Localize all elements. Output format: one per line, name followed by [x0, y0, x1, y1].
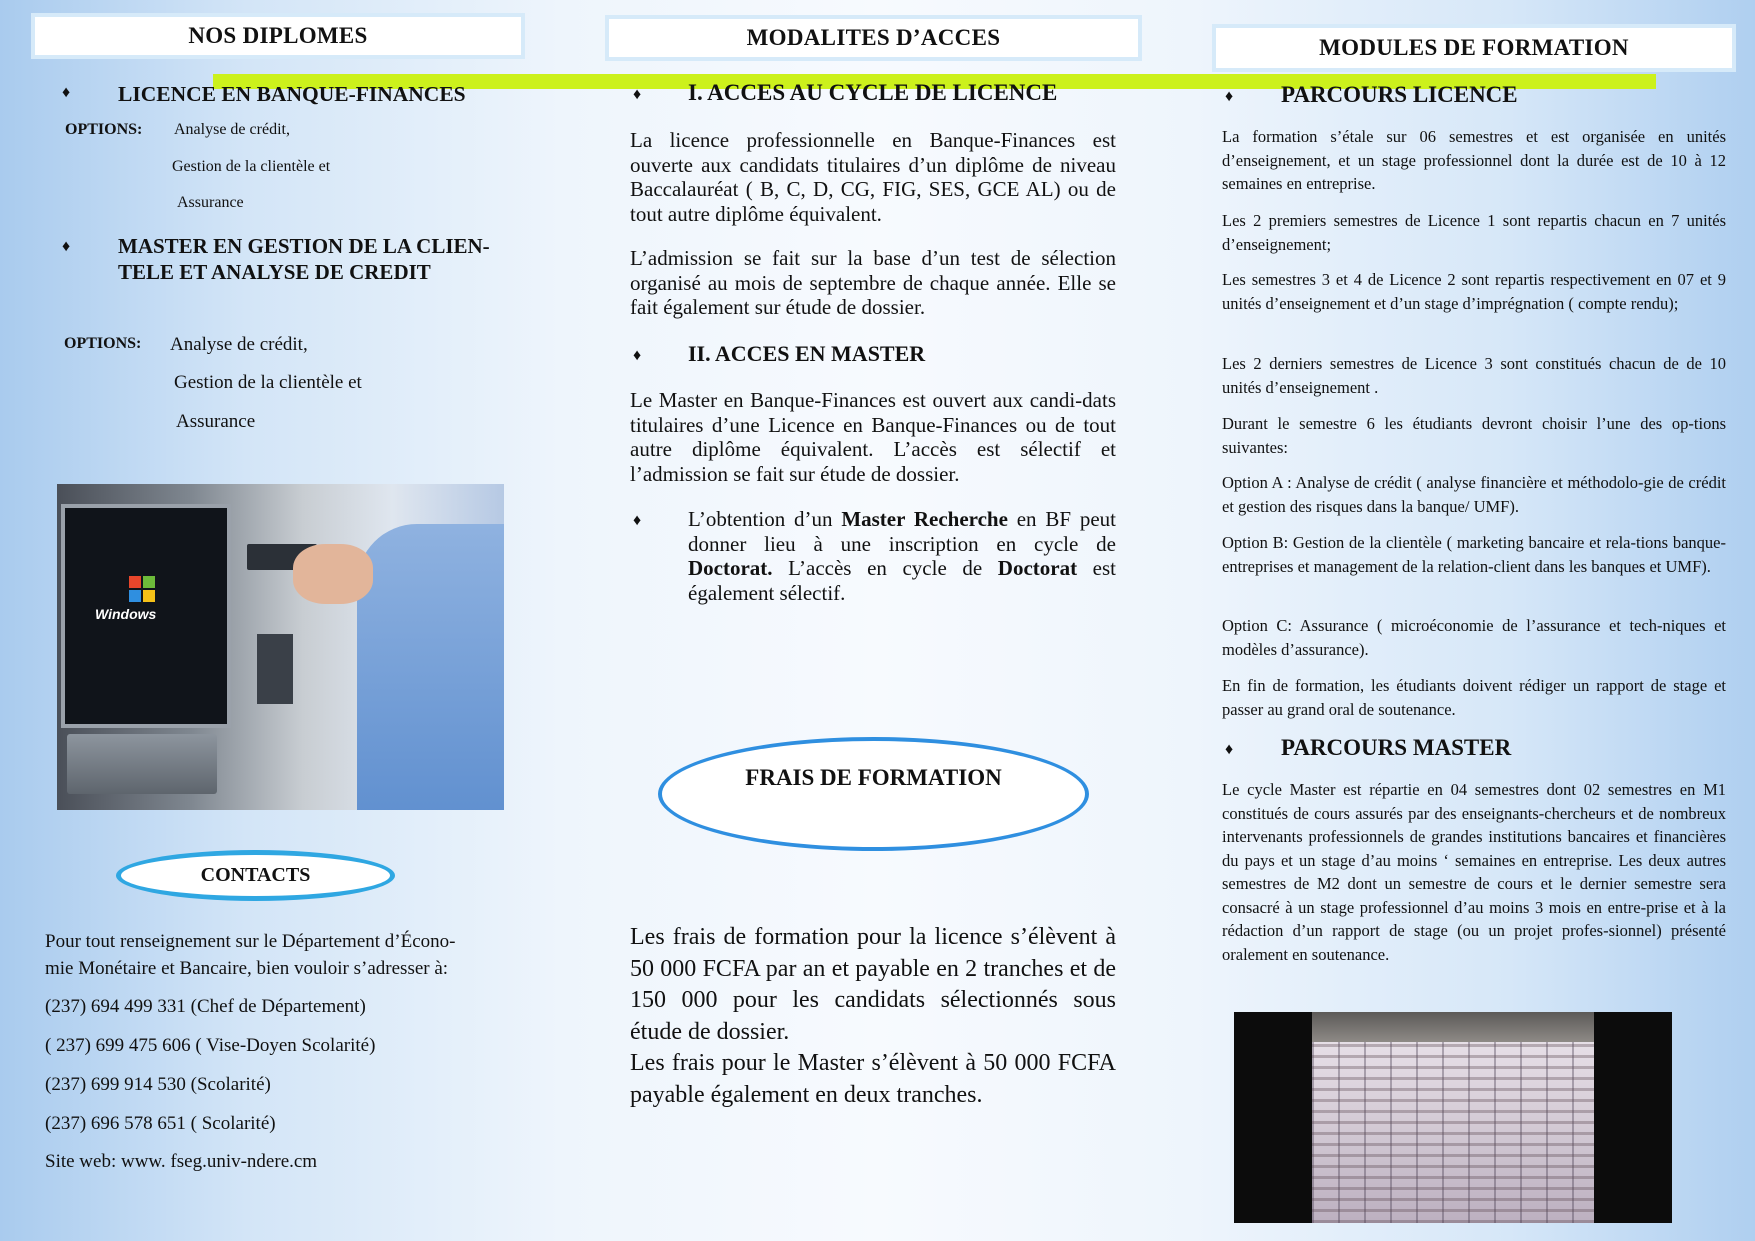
diamond-bullet-icon: ♦ [633, 86, 642, 103]
licence-para-2: Les 2 premiers semestres de Licence 1 sont repartis chacun en 7 unités d’enseignement; [1222, 211, 1726, 254]
parcours-master-title: PARCOURS MASTER [1281, 735, 1512, 760]
atm-slot-2 [257, 634, 293, 704]
diamond-bullet-icon: ♦ [62, 238, 71, 255]
licence-para-6: Option A : Analyse de crédit ( analyse financière et méthodolo-gie de crédit et gestion des risques dans la banque/ UMF). [1222, 473, 1726, 516]
phone-4[interactable]: (237) 696 578 651 ( Scolarité) [45, 1113, 276, 1134]
master-title-line-1: MASTER EN GESTION DE LA CLIEN- [118, 234, 490, 258]
master-option-3: Assurance [176, 411, 256, 432]
diamond-bullet-icon: ♦ [1225, 741, 1234, 758]
diamond-bullet-icon: ♦ [633, 347, 642, 364]
licence-para-7: Option B: Gestion de la clientèle ( marketing bancaire et rela-tions banque-entreprises et management de la relation-client dans les banques et UMF). [1222, 533, 1726, 576]
website-link[interactable]: Site web: www. fseg.univ-ndere.cm [45, 1151, 318, 1172]
contacts-ellipse: CONTACTS [116, 850, 395, 901]
atm-photo [57, 484, 504, 810]
header-modalites-acces: MODALITES D’ACCES [605, 15, 1142, 61]
licence-options-label: OPTIONS: [65, 121, 143, 138]
master-option-1: Analyse de crédit, [170, 334, 308, 355]
access-licence-title: I. ACCES AU CYCLE DE LICENCE [688, 80, 1058, 105]
contacts-intro-line-1: Pour tout renseignement sur le Département d’Écono- [45, 931, 456, 952]
money-stack-photo [1234, 1012, 1672, 1223]
access-master-paragraph: Le Master en Banque-Finances est ouvert aux candi-dats titulaires d’une Licence en Banque-Finances ou de tout autre diplôme équivalent. L’accès est sélectif et l’admission se fait sur étude de dossier. [630, 388, 1116, 486]
master-title-line-2: TELE ET ANALYSE DE CREDIT [118, 260, 431, 284]
licence-para-5: Durant le semestre 6 les étudiants devront choisir l’une des op-tions suivantes: [1222, 414, 1726, 457]
phone-1[interactable]: (237) 694 499 331 (Chef de Département) [45, 996, 366, 1017]
licence-option-3: Assurance [177, 194, 244, 211]
phone-2[interactable]: ( 237) 699 475 606 ( Vise-Doyen Scolarité) [45, 1035, 376, 1056]
windows-logo-icon [127, 574, 157, 604]
licence-para-9: En fin de formation, les étudiants doivent rédiger un rapport de stage et passer au grand oral de soutenance. [1222, 676, 1726, 719]
access-licence-paragraph-1: La licence professionnelle en Banque-Finances est ouverte aux candidats titulaires d’un diplôme de niveau Baccalauréat ( B, C, D, CG, FIG, SES, GCE AL) ou de tout autre diplôme équivalent. [630, 128, 1116, 226]
master-option-2: Gestion de la clientèle et [174, 372, 362, 393]
diamond-bullet-icon: ♦ [62, 84, 71, 101]
licence-para-4: Les 2 derniers semestres de Licence 3 sont constitués chacun de de 10 unités d’enseignement . [1222, 354, 1726, 397]
licence-para-1: La formation s’étale sur 06 semestres et est organisée en unités d’enseignement, et un stage professionnel dont la durée est de 10 à 12 semaines en entreprise. [1222, 127, 1726, 193]
atm-screen-text: Windows [95, 606, 157, 622]
licence-title: LICENCE EN BANQUE-FINANCES [118, 82, 466, 106]
frais-paragraph-2: Les frais pour le Master s’élèvent à 50 000 FCFA payable également en deux tranches. [630, 1050, 1116, 1108]
parcours-licence-title: PARCOURS LICENCE [1281, 82, 1518, 107]
money-stack [1312, 1030, 1594, 1223]
frais-paragraph-1: Les frais de formation pour la licence s’élèvent à 50 000 FCFA par an et payable en 2 tranches et de 150 000 pour les candidats sélectionnés sous étude de dossier. [630, 924, 1116, 1045]
access-licence-paragraph-2: L’admission se fait sur la base d’un test de sélection organisé au mois de septembre de chaque année. Elle se fait également sur étude de dossier. [630, 246, 1116, 319]
licence-para-3: Les semestres 3 et 4 de Licence 2 sont repartis respectivement en 07 et 9 unités d’enseignement et d’un stage d’imprégnation ( compte rendu); [1222, 270, 1726, 313]
licence-option-1: Analyse de crédit, [174, 121, 290, 138]
doctorat-paragraph: L’obtention d’un Master Recherche en BF peut donner lieu à une inscription en cycle de Doctorat. L’accès en cycle de Doctorat est également sélectif. [688, 507, 1116, 605]
atm-user-arm [357, 524, 504, 810]
master-options-label: OPTIONS: [64, 335, 142, 352]
licence-para-8: Option C: Assurance ( microéconomie de l’assurance et tech-niques et modèles d’assurance). [1222, 616, 1726, 659]
atm-user-hand [293, 544, 373, 604]
diamond-bullet-icon: ♦ [633, 512, 642, 529]
master-paragraph: Le cycle Master est répartie en 04 semestres dont 02 semestres en M1 constitués de cours assurés par des enseignants-chercheurs et de nombreux intervenants professionnels de grandes institutions bancaires et financières du pays et un stage d’au moins ‘ semaines en entreprise. Les deux autres semestres de M2 dont un semestre de cours et le dernier semestre sera consacré à un stage professionnel d’au moins 3 mois en entre-prise et à la rédaction d’un rapport de stage (ou un projet profes-sionnel) présenté oralement en soutenance. [1222, 780, 1726, 964]
licence-option-2: Gestion de la clientèle et [172, 158, 331, 175]
atm-keypad [67, 734, 217, 794]
phone-3[interactable]: (237) 699 914 530 (Scolarité) [45, 1074, 271, 1095]
money-backdrop [1312, 1012, 1594, 1042]
diamond-bullet-icon: ♦ [1225, 88, 1234, 105]
header-modules-formation: MODULES DE FORMATION [1212, 24, 1736, 72]
frais-formation-ellipse: FRAIS DE FORMATION [658, 737, 1089, 851]
access-master-title: II. ACCES EN MASTER [688, 341, 926, 366]
contacts-intro-line-2: mie Monétaire et Bancaire, bien vouloir s’adresser à: [45, 958, 449, 979]
header-nos-diplomes: NOS DIPLOMES [31, 13, 525, 59]
